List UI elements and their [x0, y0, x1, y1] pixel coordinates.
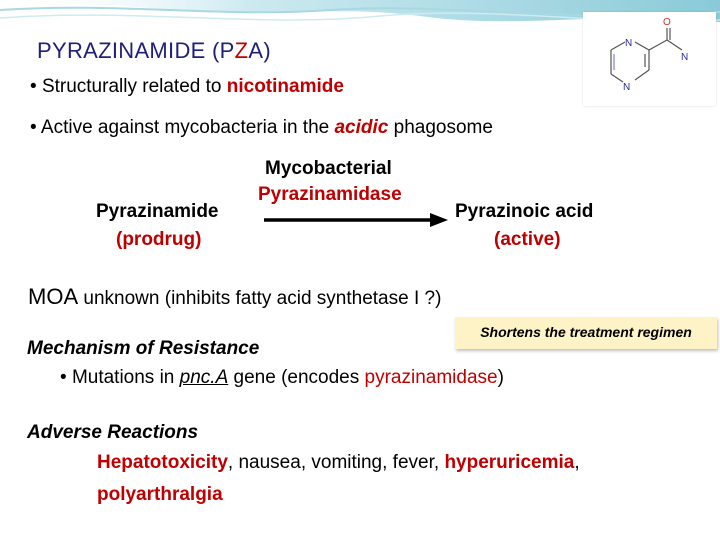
bullet-activity: • Active against mycobacteria in the acidic phagosome	[30, 117, 493, 138]
reaction-arrow	[262, 210, 452, 230]
substrate-name: Pyrazinamide	[96, 201, 219, 222]
enzyme-name-line2: Pyrazinamidase	[258, 184, 402, 205]
adverse-list-line2: polyarthralgia	[97, 484, 223, 505]
pyrazinamide-structure	[583, 12, 716, 106]
product-name: Pyrazinoic acid	[455, 201, 594, 222]
atom-n2: N	[623, 82, 631, 93]
adverse-list-line1: Hepatotoxicity, nausea, vomiting, fever, hyperuricemia,	[97, 452, 580, 473]
adverse-heading: Adverse Reactions	[27, 422, 199, 443]
enzyme-name-line1: Mycobacterial	[265, 158, 392, 179]
moa-line: MOA unknown (inhibits fatty acid synthetase I ?)	[28, 284, 442, 309]
structure-diagram	[583, 12, 716, 106]
resistance-bullet: • Mutations in pnc.A gene (encodes pyrazinamidase)	[60, 367, 504, 388]
resistance-heading: Mechanism of Resistance	[27, 338, 260, 359]
callout-treatment-note: Shortens the treatment regimen	[455, 317, 717, 349]
product-note: (active)	[494, 229, 561, 250]
atom-n1: N	[625, 38, 633, 49]
substrate-note: (prodrug)	[116, 229, 202, 250]
atom-o: O	[663, 17, 671, 28]
atom-n3: N	[681, 52, 689, 63]
page-title: PYRAZINAMIDE (PZA)	[37, 38, 271, 63]
bullet-structural-relation: • Structurally related to nicotinamide	[30, 76, 344, 97]
